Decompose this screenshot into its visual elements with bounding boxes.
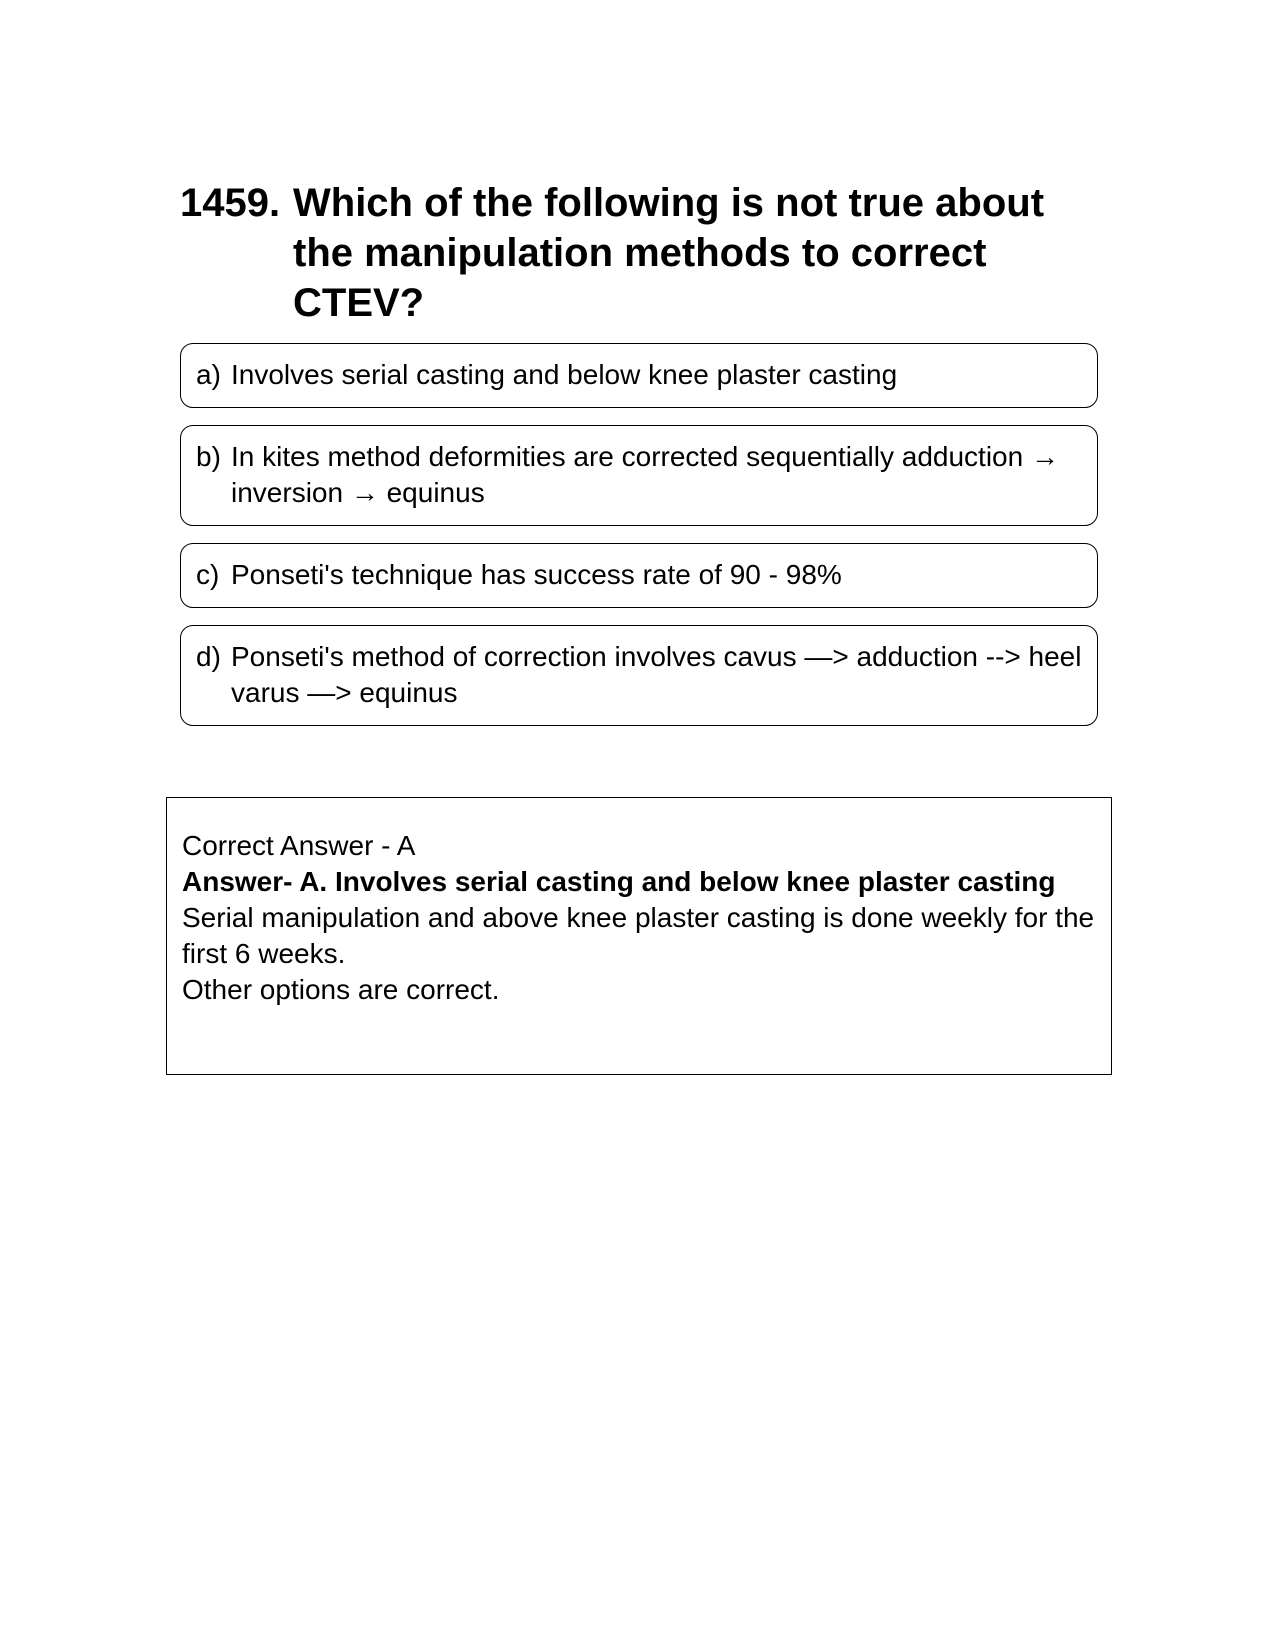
options-list [180,343,1098,743]
option-d-letter: d) [196,641,221,672]
option-c[interactable] [180,543,1098,608]
option-b[interactable] [180,425,1098,526]
option-d[interactable] [180,625,1098,726]
option-a-letter: a) [196,359,221,390]
question-heading [180,178,1100,328]
option-a[interactable] [180,343,1098,408]
option-b-text: In kites method deformities are corrected sequentially adduction → inversion → equinus [231,441,1059,508]
option-b-letter: b) [196,441,221,472]
answer-explanation: Serial manipulation and above knee plaster casting is done weekly for the first 6 weeks. [182,902,1095,969]
correct-answer-label: Correct Answer - A [182,830,416,861]
question-text: Which of the following is not true about the manipulation methods to correct CTEV? [293,181,1045,325]
option-d-text: Ponseti's method of correction involves cavus —> adduction --> heel varus —> equinus [231,641,1082,708]
answer-heading: Answer- A. Involves serial casting and below knee plaster casting [182,866,1056,897]
question-number: 1459. [180,181,281,225]
option-c-letter: c) [196,559,220,590]
answer-note: Other options are correct. [182,974,500,1005]
option-c-text: Ponseti's technique has success rate of 90 - 98% [231,559,842,590]
option-a-text: Involves serial casting and below knee plaster casting [231,359,898,390]
answer-box [166,797,1112,1075]
